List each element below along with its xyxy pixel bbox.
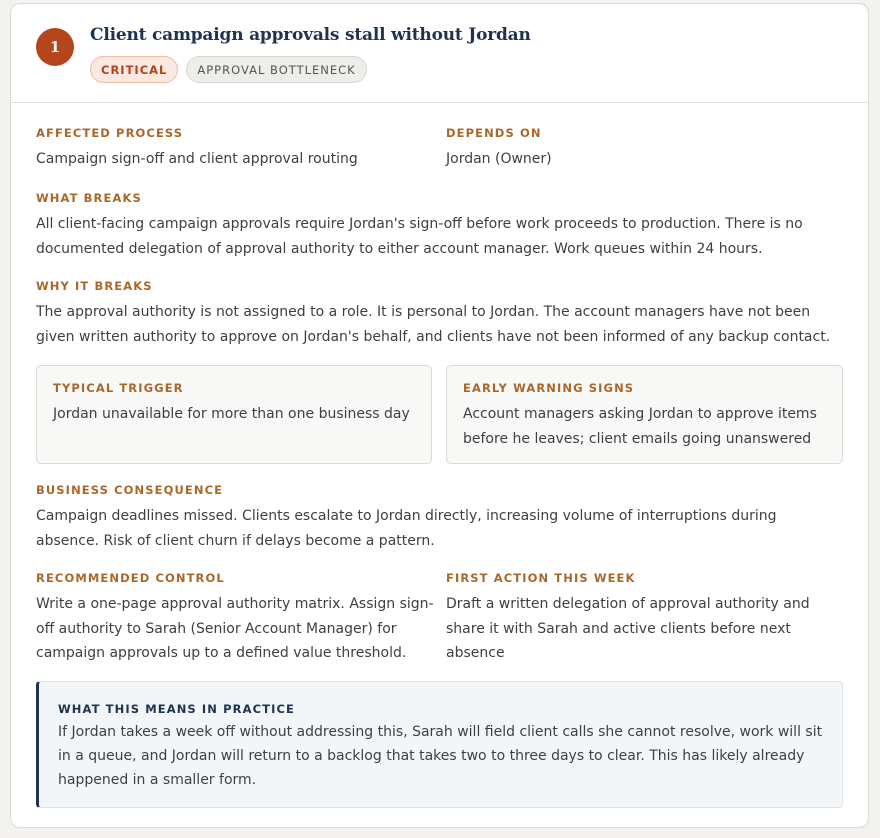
first-action-label: FIRST ACTION THIS WEEK (446, 571, 636, 585)
recommended-control-label: RECOMMENDED CONTROL (36, 571, 225, 585)
recommended-control-value: Write a one-page approval authority matrix. Assign sign-off authority to Sarah (Senior Account Manager) for campaign approvals up to a defined value threshold. (36, 596, 434, 661)
what-breaks-label: WHAT BREAKS (36, 191, 142, 205)
what-breaks-value: All client-facing campaign approvals require Jordan's sign-off before work proceeds to production. There is no documented delegation of approval authority to either account manager. Work queues within 24 hours. (36, 216, 803, 257)
risk-tags (90, 56, 367, 83)
risk-title: Client campaign approvals stall without Jordan (90, 25, 531, 45)
why-it-breaks-label: WHY IT BREAKS (36, 279, 153, 293)
business-consequence-label: BUSINESS CONSEQUENCE (36, 483, 224, 497)
affected-process-label: AFFECTED PROCESS (36, 126, 184, 140)
practice-text: If Jordan takes a week off without addressing this, Sarah will field client calls she cannot resolve, work will sit in a queue, and Jordan will return to a backlog that takes two to three days to clear. This has likely already happened in a smaller form. (58, 724, 823, 788)
typical-trigger-label: TYPICAL TRIGGER (53, 381, 184, 395)
depends-on-value: Jordan (Owner) (446, 151, 552, 167)
risk-number-badge: 1 (36, 28, 74, 66)
early-warning-box (446, 365, 843, 464)
category-badge: APPROVAL BOTTLENECK (186, 56, 366, 83)
typical-trigger-value: Jordan unavailable for more than one business day (53, 406, 410, 422)
risk-header (11, 4, 868, 103)
early-warning-label: EARLY WARNING SIGNS (463, 381, 635, 395)
depends-on-label: DEPENDS ON (446, 126, 542, 140)
business-consequence-value: Campaign deadlines missed. Clients escalate to Jordan directly, increasing volume of interruptions during absence. Risk of client churn if delays become a pattern. (36, 508, 777, 549)
risk-card (10, 3, 869, 828)
affected-process-value: Campaign sign-off and client approval routing (36, 151, 358, 167)
early-warning-value: Account managers asking Jordan to approve items before he leaves; client emails going unanswered (463, 406, 817, 447)
severity-badge: CRITICAL (90, 56, 178, 83)
practice-callout (36, 681, 843, 808)
first-action-value: Draft a written delegation of approval authority and share it with Sarah and active clients before next absence (446, 596, 810, 661)
why-it-breaks-value: The approval authority is not assigned to a role. It is personal to Jordan. The account managers have not been given written authority to approve on Jordan's behalf, and clients have not been informed of any backup contact. (36, 304, 831, 345)
practice-label: WHAT THIS MEANS IN PRACTICE (58, 702, 295, 716)
typical-trigger-box (36, 365, 432, 464)
